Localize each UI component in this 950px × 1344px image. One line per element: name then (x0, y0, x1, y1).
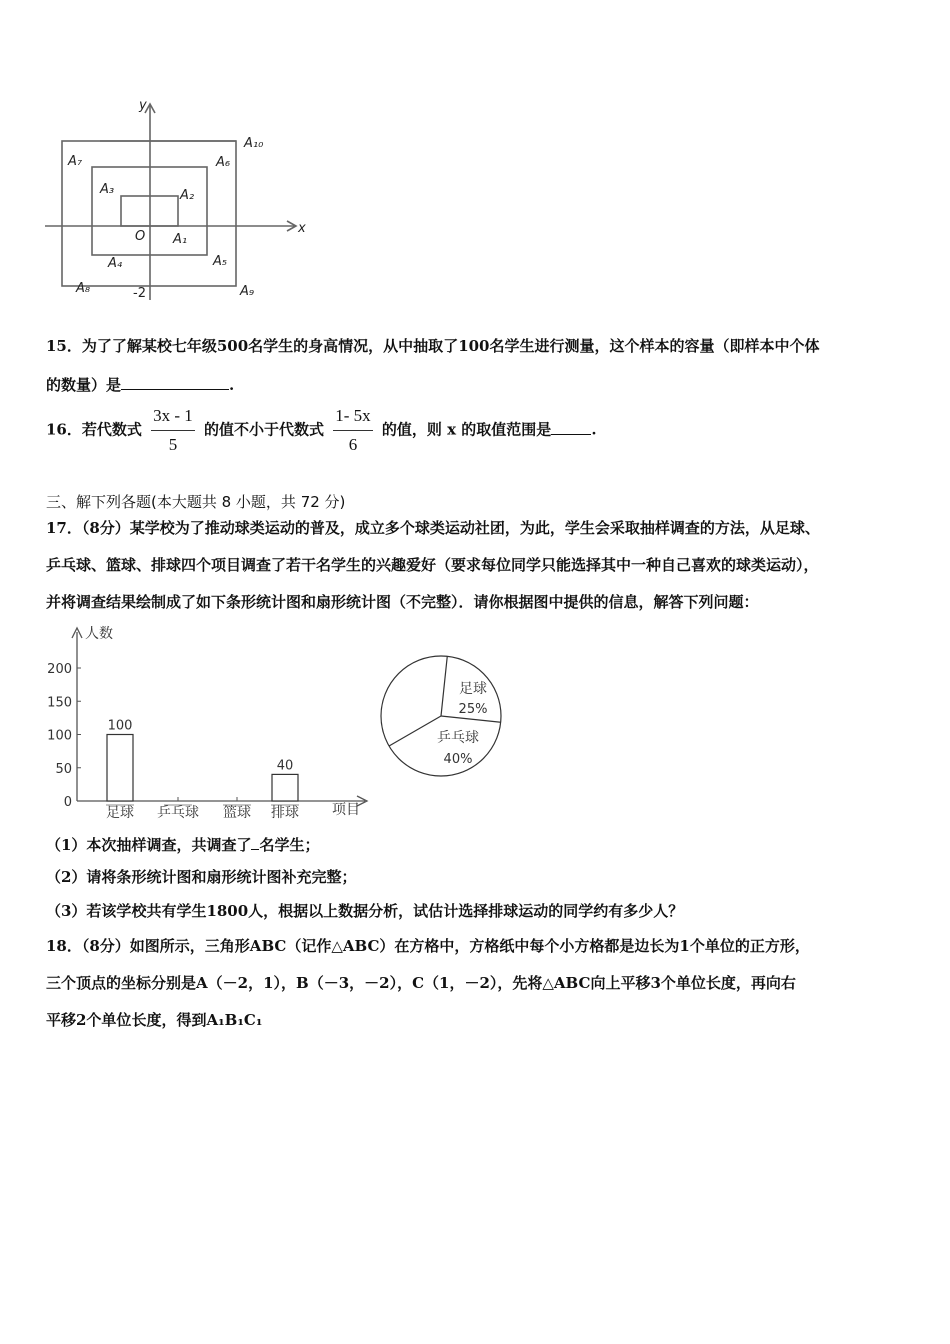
q18-line3: 平移2个单位长度，得到A₁B₁C₁ (46, 1011, 263, 1029)
q17-line3: 并将调查结果绘制成了如下条形统计图和扇形统计图（不完整）．请你根据图中提供的信息，解答下列问题： (46, 593, 759, 611)
q16-frac1-denominator: 5 (168, 435, 178, 454)
bar-排球 (272, 774, 298, 801)
label-a6: A₆ (216, 155, 231, 170)
q17-line1: 17．（8分）某学校为了推动球类运动的普及，成立多个球类运动社团，为此，学生会采取抽样调查的方法，从足球、 (46, 519, 820, 537)
bar-xlabel: 项目 (332, 802, 360, 818)
square-3 (62, 141, 236, 286)
q16-fraction-2 (333, 404, 372, 457)
q16-frac1-numerator: 3x - 1 (151, 404, 195, 431)
axis-x-label: x (298, 221, 306, 236)
q16-suffix: 的值，则 x 的取值范围是 (381, 420, 552, 439)
bar-ytick-label: 200 (47, 662, 72, 677)
pie-slice-percent: 40% (443, 752, 473, 767)
q17-sub1-b: 名学生； (259, 836, 320, 854)
bar-ytick-label: 0 (63, 795, 72, 810)
bar-足球 (107, 735, 133, 802)
axis-y-label: y (139, 98, 147, 113)
q18-line2: 三个顶点的坐标分别是A（－2，1），B（－3，－2），C（1，－2），先将△ABC向上平移3个单位长度，再向右 (46, 974, 796, 992)
q15-answer-blank[interactable] (121, 373, 229, 390)
bar-value-label: 100 (107, 718, 133, 734)
label-a7: A₇ (68, 154, 83, 169)
q16-end: . (591, 420, 597, 439)
q17-line2: 乒乓球、篮球、排球四个项目调查了若干名学生的兴趣爱好（要求每位同学只能选择其中一种自己喜欢的球类运动）， (46, 556, 819, 574)
minus-two-label: -2 (133, 286, 146, 301)
bar-category-label: 排球 (271, 805, 299, 821)
pie-chart (372, 650, 512, 785)
bar-value-label: 40 (276, 758, 294, 774)
bar-category-label: 乒乓球 (157, 805, 199, 821)
bar-ylabel: 人数 (85, 626, 113, 642)
bar-ytick-label: 100 (47, 728, 72, 744)
q16 (46, 404, 597, 457)
bar-chart (40, 618, 370, 823)
q17-sub3: （3）若该学校共有学生1800人，根据以上数据分析，试估计选择排球运动的同学约有多少人？ (46, 902, 684, 920)
pie-slice-label: 足球 (459, 681, 487, 697)
bar-ytick-label: 150 (47, 695, 72, 711)
pie-slice-label: 乒乓球 (437, 730, 479, 746)
q17-sub1 (46, 833, 319, 855)
q17-sub2: （2）请将条形统计图和扇形统计图补充完整； (46, 868, 357, 886)
q18-line1: 18．（8分）如图所示，三角形ABC（记作△ABC）在方格中，方格纸中每个小方格都是边长为1个单位的正方形， (46, 937, 810, 955)
section-heading: 三、解下列各题(本大题共 8 小题，共 72 分) (46, 493, 346, 511)
label-a8: A₈ (76, 281, 91, 296)
q15-line2 (46, 373, 234, 395)
q16-answer-blank[interactable] (551, 418, 591, 435)
q16-prefix: 16．若代数式 (46, 420, 142, 439)
label-a9: A₉ (240, 284, 255, 299)
label-a2: A₂ (180, 188, 195, 203)
q15-line1: 15．为了了解某校七年级500名学生的身高情况，从中抽取了100名学生进行测量，这个样本的容量（即样本中个体 (46, 337, 820, 355)
q15-end: . (229, 376, 235, 394)
q16-frac2-numerator: 1- 5x (333, 404, 372, 431)
label-a1: A₁ (173, 232, 188, 247)
pie-slice-percent: 25% (458, 702, 488, 717)
q17-sub1-a: （1）本次抽样调查，共调查了 (46, 836, 252, 854)
coordinate-squares-figure (40, 95, 320, 310)
bar-category-label: 篮球 (223, 805, 251, 821)
origin-label: O (135, 229, 146, 244)
q15-text: 的数量）是 (46, 376, 122, 394)
label-a3: A₃ (100, 182, 115, 197)
bar-ytick-label: 50 (55, 761, 72, 777)
label-a4: A₄ (108, 256, 123, 271)
label-a5: A₅ (213, 254, 228, 269)
label-a10: A₁₀ (244, 136, 264, 151)
q16-fraction-1 (151, 404, 195, 457)
q16-middle: 的值不小于代数式 (204, 420, 325, 439)
q16-frac2-denominator: 6 (348, 435, 358, 454)
bar-category-label: 足球 (106, 805, 134, 821)
